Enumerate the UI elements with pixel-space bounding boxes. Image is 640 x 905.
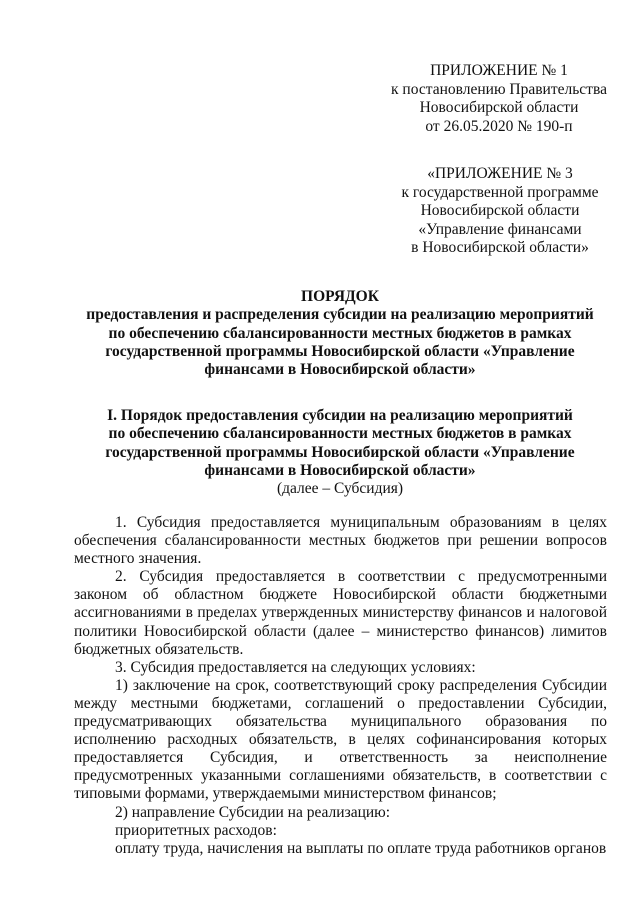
appendix-1-line-3: Новосибирской области	[419, 99, 579, 116]
section-line-4: финансами в Новосибирской области»	[204, 461, 476, 479]
paragraph-condition-2: 2) направление Субсидии на реализацию:	[115, 803, 391, 821]
appendix-1-line-2: к постановлению Правительства	[391, 80, 607, 98]
section-heading	[70, 407, 610, 498]
title-line-2: по обеспечению сбалансированности местных бюджетов в рамках	[108, 324, 572, 342]
paragraph-wages: оплату труда, начисления на выплаты по оплате труда работников органов	[115, 839, 607, 857]
title-line-3: государственной программы Новосибирской области «Управление	[105, 342, 575, 360]
section-subtitle: (далее – Субсидия)	[276, 480, 404, 498]
document-title	[70, 288, 610, 379]
appendix-1-date: от 26.05.2020 № 190-п	[425, 117, 573, 135]
title-heading: ПОРЯДОК	[301, 288, 379, 305]
appendix-3-line-2: к государственной программе	[401, 183, 599, 201]
appendix-3-line-5: в Новосибирской области»	[411, 239, 589, 256]
section-line-1: I. Порядок предоставления субсидии на реализацию мероприятий	[107, 407, 573, 424]
title-line-4: финансами в Новосибирской области»	[204, 361, 476, 379]
paragraph-condition-1: 1) заключение на срок, соответствующий сроку распределения Субсидии между местными бюджетами, соглашений о предоставлении Субсидии, предусматривающих обязательства муниципального образования по исполнению расходных обязательств, в целях софинансирования которых предоставляется Субсидия, и ответственность за неисполнение предусмотренных указанными соглашениями обязательств, в соответствии с типовыми формами, утверждаемыми министерством финансов;	[74, 676, 607, 803]
paragraph-2: 2. Субсидия предоставляется в соответствии с предусмотренными законом об областном бюджете Новосибирской области бюджетными ассигнованиями в пределах утвержденных министерству финансов и налоговой политики Новосибирской области (далее – министерство финансов) лимитов бюджетных обязательств.	[74, 568, 607, 658]
paragraph-3: 3. Субсидия предоставляется на следующих условиях:	[115, 658, 476, 676]
paragraph-1: 1. Субсидия предоставляется муниципальным образованиям в целях обеспечения сбалансированности местных бюджетов при решении вопросов местного значения.	[74, 514, 607, 568]
appendix-3-header	[380, 165, 620, 258]
appendix-3-line-4: «Управление финансами	[418, 220, 582, 238]
appendix-1-title: ПРИЛОЖЕНИЕ № 1	[430, 62, 568, 79]
appendix-3-title: «ПРИЛОЖЕНИЕ № 3	[427, 165, 573, 182]
appendix-1-header	[372, 62, 626, 136]
appendix-3-line-3: Новосибирской области	[420, 202, 580, 219]
section-line-2: по обеспечению сбалансированности местных бюджетов в рамках	[108, 425, 572, 443]
title-line-1: предоставления и распределения субсидии на реализацию мероприятий	[86, 306, 594, 324]
section-line-3: государственной программы Новосибирской области «Управление	[105, 443, 575, 461]
paragraph-priority-expenses: приоритетных расходов:	[115, 821, 277, 839]
document-body	[74, 514, 607, 858]
